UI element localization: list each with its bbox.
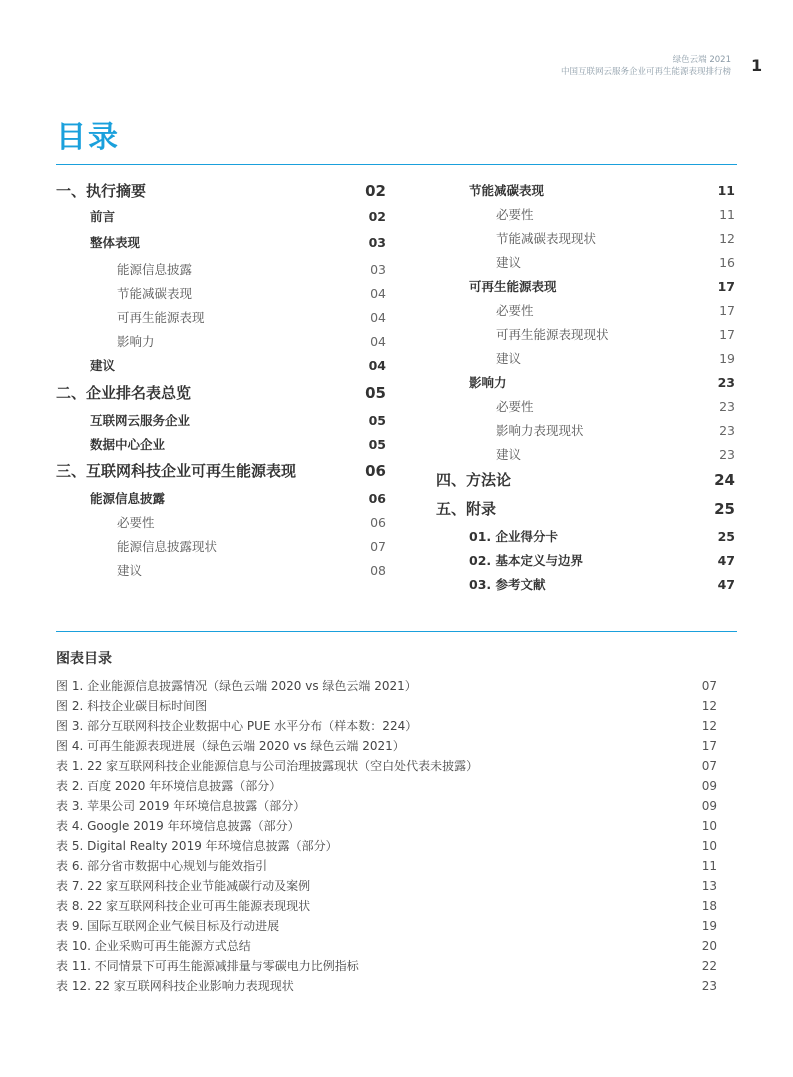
page-number: 1: [751, 56, 763, 75]
table-entry[interactable]: 表 5. Digital Realty 2019 年环境信息披露（部分） 10: [56, 839, 717, 853]
table-entry[interactable]: 表 12. 22 家互联网科技企业影响力表现现状 23: [56, 979, 717, 993]
section-divider: [56, 631, 737, 632]
table-entry[interactable]: 表 8. 22 家互联网科技企业可再生能源表现现状 18: [56, 899, 717, 913]
table-entry[interactable]: 表 3. 苹果公司 2019 年环境信息披露（部分） 09: [56, 799, 717, 813]
table-entry[interactable]: 表 10. 企业采购可再生能源方式总结 20: [56, 939, 717, 953]
header-report-name: 绿色云端 2021: [672, 55, 731, 65]
table-entry[interactable]: 表 9. 国际互联网企业气候目标及行动进展 19: [56, 919, 717, 933]
table-entry[interactable]: 表 11. 不同情景下可再生能源减排量与零碳电力比例指标 22: [56, 959, 717, 973]
table-entry[interactable]: 表 4. Google 2019 年环境信息披露（部分） 10: [56, 819, 717, 833]
header-report-subtitle: 中国互联网云服务企业可再生能源表现排行榜: [560, 67, 731, 77]
figure-entry[interactable]: 图 3. 部分互联网科技企业数据中心 PUE 水平分布（样本数：224） 12: [56, 719, 717, 733]
table-entry[interactable]: 表 1. 22 家互联网科技企业能源信息与公司治理披露现状（空白处代表未披露） 07: [56, 759, 717, 773]
figure-entry[interactable]: 图 4. 可再生能源表现进展（绿色云端 2020 vs 绿色云端 2021） 17: [56, 739, 717, 753]
table-entry[interactable]: 表 6. 部分省市数据中心规划与能效指引 11: [56, 859, 717, 873]
figures-title: 图表目录: [56, 651, 112, 667]
figure-entry[interactable]: 图 1. 企业能源信息披露情况（绿色云端 2020 vs 绿色云端 2021） 07: [56, 679, 717, 693]
figure-entry[interactable]: 图 2. 科技企业碳目标时间图 12: [56, 699, 717, 713]
page-title: 目录: [56, 120, 120, 155]
table-entry[interactable]: 表 2. 百度 2020 年环境信息披露（部分） 09: [56, 779, 717, 793]
table-of-contents: 一、执行摘要 02 前言 02 整体表现 03 能源信息披露 03 节能减碳表现 04 可再生能源表现 04 影响力 04 建议 04 二、企业排名表总览 05 互联网云服务企业 05 数据中心企业 05 三、互联网科技企业可再生能源表现 06 能源信息披露 06 必要性 06 能源信息披露现状 07 建议 08 节能减碳表现 11 必要性 11 节能减碳表现现状 12 建议 16 可再生能源表现 17 必要性 17 可再生能源表现现状 17 建议 19 影响力 23 必要性 23 影响力表现现状 23 建议 23 四、方法论 24 五、附录 25 01. 企业得分卡 25 02. 基本定义与边界 47 03. 参考文献 47: [56, 182, 735, 592]
table-entry[interactable]: 表 7. 22 家互联网科技企业节能减碳行动及案例 13: [56, 879, 717, 893]
